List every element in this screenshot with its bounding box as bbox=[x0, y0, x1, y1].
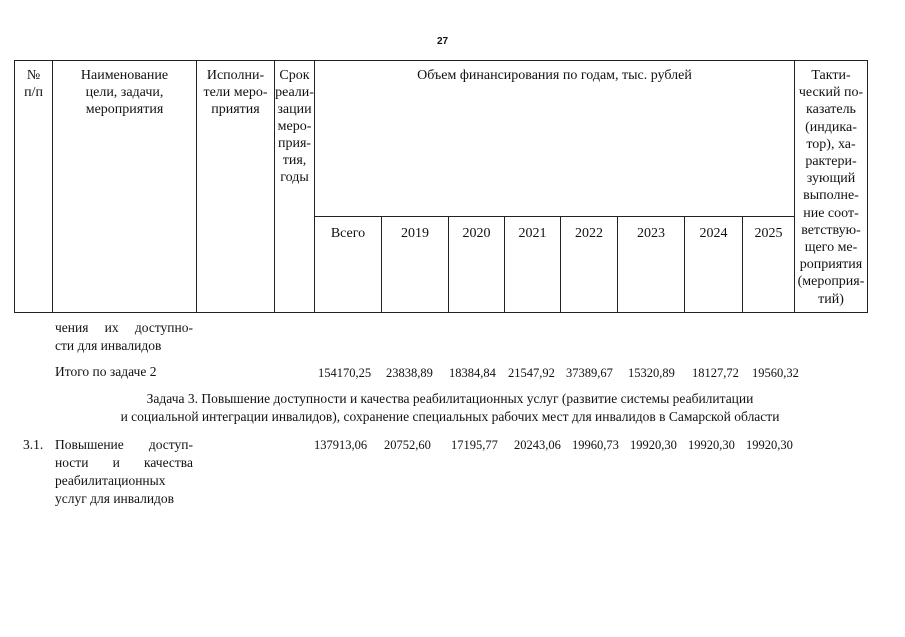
header-col-term bbox=[275, 61, 315, 313]
task2-total-value: 21547,92 bbox=[508, 366, 555, 380]
continuation-line: чения их доступно- bbox=[55, 320, 193, 335]
row-3-1-value: 137913,06 bbox=[314, 438, 368, 452]
indicator-line: (мероприя- bbox=[797, 274, 865, 290]
header-col-name bbox=[53, 61, 197, 313]
header-number-line: № bbox=[26, 68, 41, 83]
header-term-line: тия, bbox=[282, 153, 307, 168]
header-year: 2024 bbox=[685, 217, 743, 313]
indicator-line: (индика- bbox=[805, 119, 857, 135]
indicator-line: тий) bbox=[818, 291, 844, 307]
header-col-funding bbox=[315, 61, 795, 217]
indicator-line: выполне- bbox=[803, 188, 859, 204]
task2-total-value: 37389,67 bbox=[566, 366, 613, 380]
row-3-1-value: 20752,60 bbox=[384, 438, 431, 452]
indicator-line: казатель bbox=[806, 102, 856, 118]
task2-total-value: 18384,84 bbox=[449, 366, 496, 380]
header-col-indicator bbox=[795, 61, 868, 313]
header-year: 2021 bbox=[505, 217, 561, 313]
header-year: 2022 bbox=[561, 217, 618, 313]
header-exec-line: тели меро- bbox=[203, 85, 268, 100]
indicator-line: тор), ха- bbox=[806, 136, 856, 152]
row-3-1-value: 19920,30 bbox=[688, 438, 735, 452]
row-3-1-name-line: реабилитационных bbox=[55, 473, 166, 488]
header-year: 2020 bbox=[449, 217, 505, 313]
header-name-line: цели, задачи, bbox=[85, 85, 164, 100]
header-term-line: реали- bbox=[275, 85, 314, 100]
row-3-1-value: 19920,30 bbox=[630, 438, 677, 452]
header-name-line: Наименование bbox=[80, 68, 169, 83]
header-year: 2023 bbox=[618, 217, 685, 313]
task2-total-value: 154170,25 bbox=[318, 366, 372, 380]
header-col-number bbox=[15, 61, 53, 313]
row-3-1-value: 19960,73 bbox=[572, 438, 619, 452]
indicator-line: щего ме- bbox=[804, 240, 858, 256]
continuation-line: сти для инвалидов bbox=[55, 338, 162, 353]
header-term-line: меро- bbox=[277, 119, 312, 134]
header-term-line: годы bbox=[280, 170, 309, 185]
indicator-line: рактери- bbox=[805, 154, 857, 170]
header-year: 2025 bbox=[743, 217, 795, 313]
row-3-1-value: 20243,06 bbox=[514, 438, 561, 452]
row-3-1-name-line: услуг для инвалидов bbox=[55, 491, 175, 506]
task2-total-value: 15320,89 bbox=[628, 366, 675, 380]
task2-total-value: 18127,72 bbox=[692, 366, 739, 380]
row-3-1-value: 19920,30 bbox=[746, 438, 793, 452]
indicator-line: роприятия bbox=[799, 257, 863, 273]
indicator-line: зующий bbox=[806, 171, 856, 187]
header-number-line: п/п bbox=[24, 85, 43, 100]
funding-title: Объем финансирования по годам, тыс. рублей bbox=[417, 68, 692, 83]
row-3-1-value: 17195,77 bbox=[451, 438, 498, 452]
header-col-executors bbox=[197, 61, 275, 313]
header-name-line: мероприятия bbox=[85, 102, 164, 117]
header-table bbox=[14, 60, 868, 313]
task3-heading-line: Задача 3. Повышение доступности и качества реабилитационных услуг (развитие системы реабилитации bbox=[146, 391, 754, 406]
header-year: 2019 bbox=[382, 217, 449, 313]
task3-heading-line: и социальной интеграции инвалидов), сохранение специальных рабочих мест для инвалидов в Самарской области bbox=[120, 409, 780, 424]
task2-total-label: Итого по задаче 2 bbox=[55, 364, 157, 379]
task2-total-value: 19560,32 bbox=[752, 366, 799, 380]
header-exec-line: приятия bbox=[211, 102, 260, 117]
header-total: Всего bbox=[315, 217, 382, 313]
header-term-line: прия- bbox=[277, 136, 312, 151]
page-number: 27 bbox=[436, 36, 449, 47]
header-exec-line: Исполни- bbox=[206, 68, 265, 83]
header-term-line: Срок bbox=[279, 68, 310, 83]
row-3-1-name-line: Повышение доступ- bbox=[55, 437, 193, 452]
row-3-1-number: 3.1. bbox=[23, 437, 44, 452]
indicator-line: ние соот- bbox=[803, 205, 859, 221]
task2-total-value: 23838,89 bbox=[386, 366, 433, 380]
row-3-1-name-line: ности и качества bbox=[55, 455, 193, 470]
indicator-line: Такти- bbox=[811, 68, 851, 83]
indicator-line: ветствую- bbox=[801, 222, 861, 238]
header-term-line: зации bbox=[277, 102, 312, 117]
indicator-line: ческий по- bbox=[798, 85, 864, 101]
